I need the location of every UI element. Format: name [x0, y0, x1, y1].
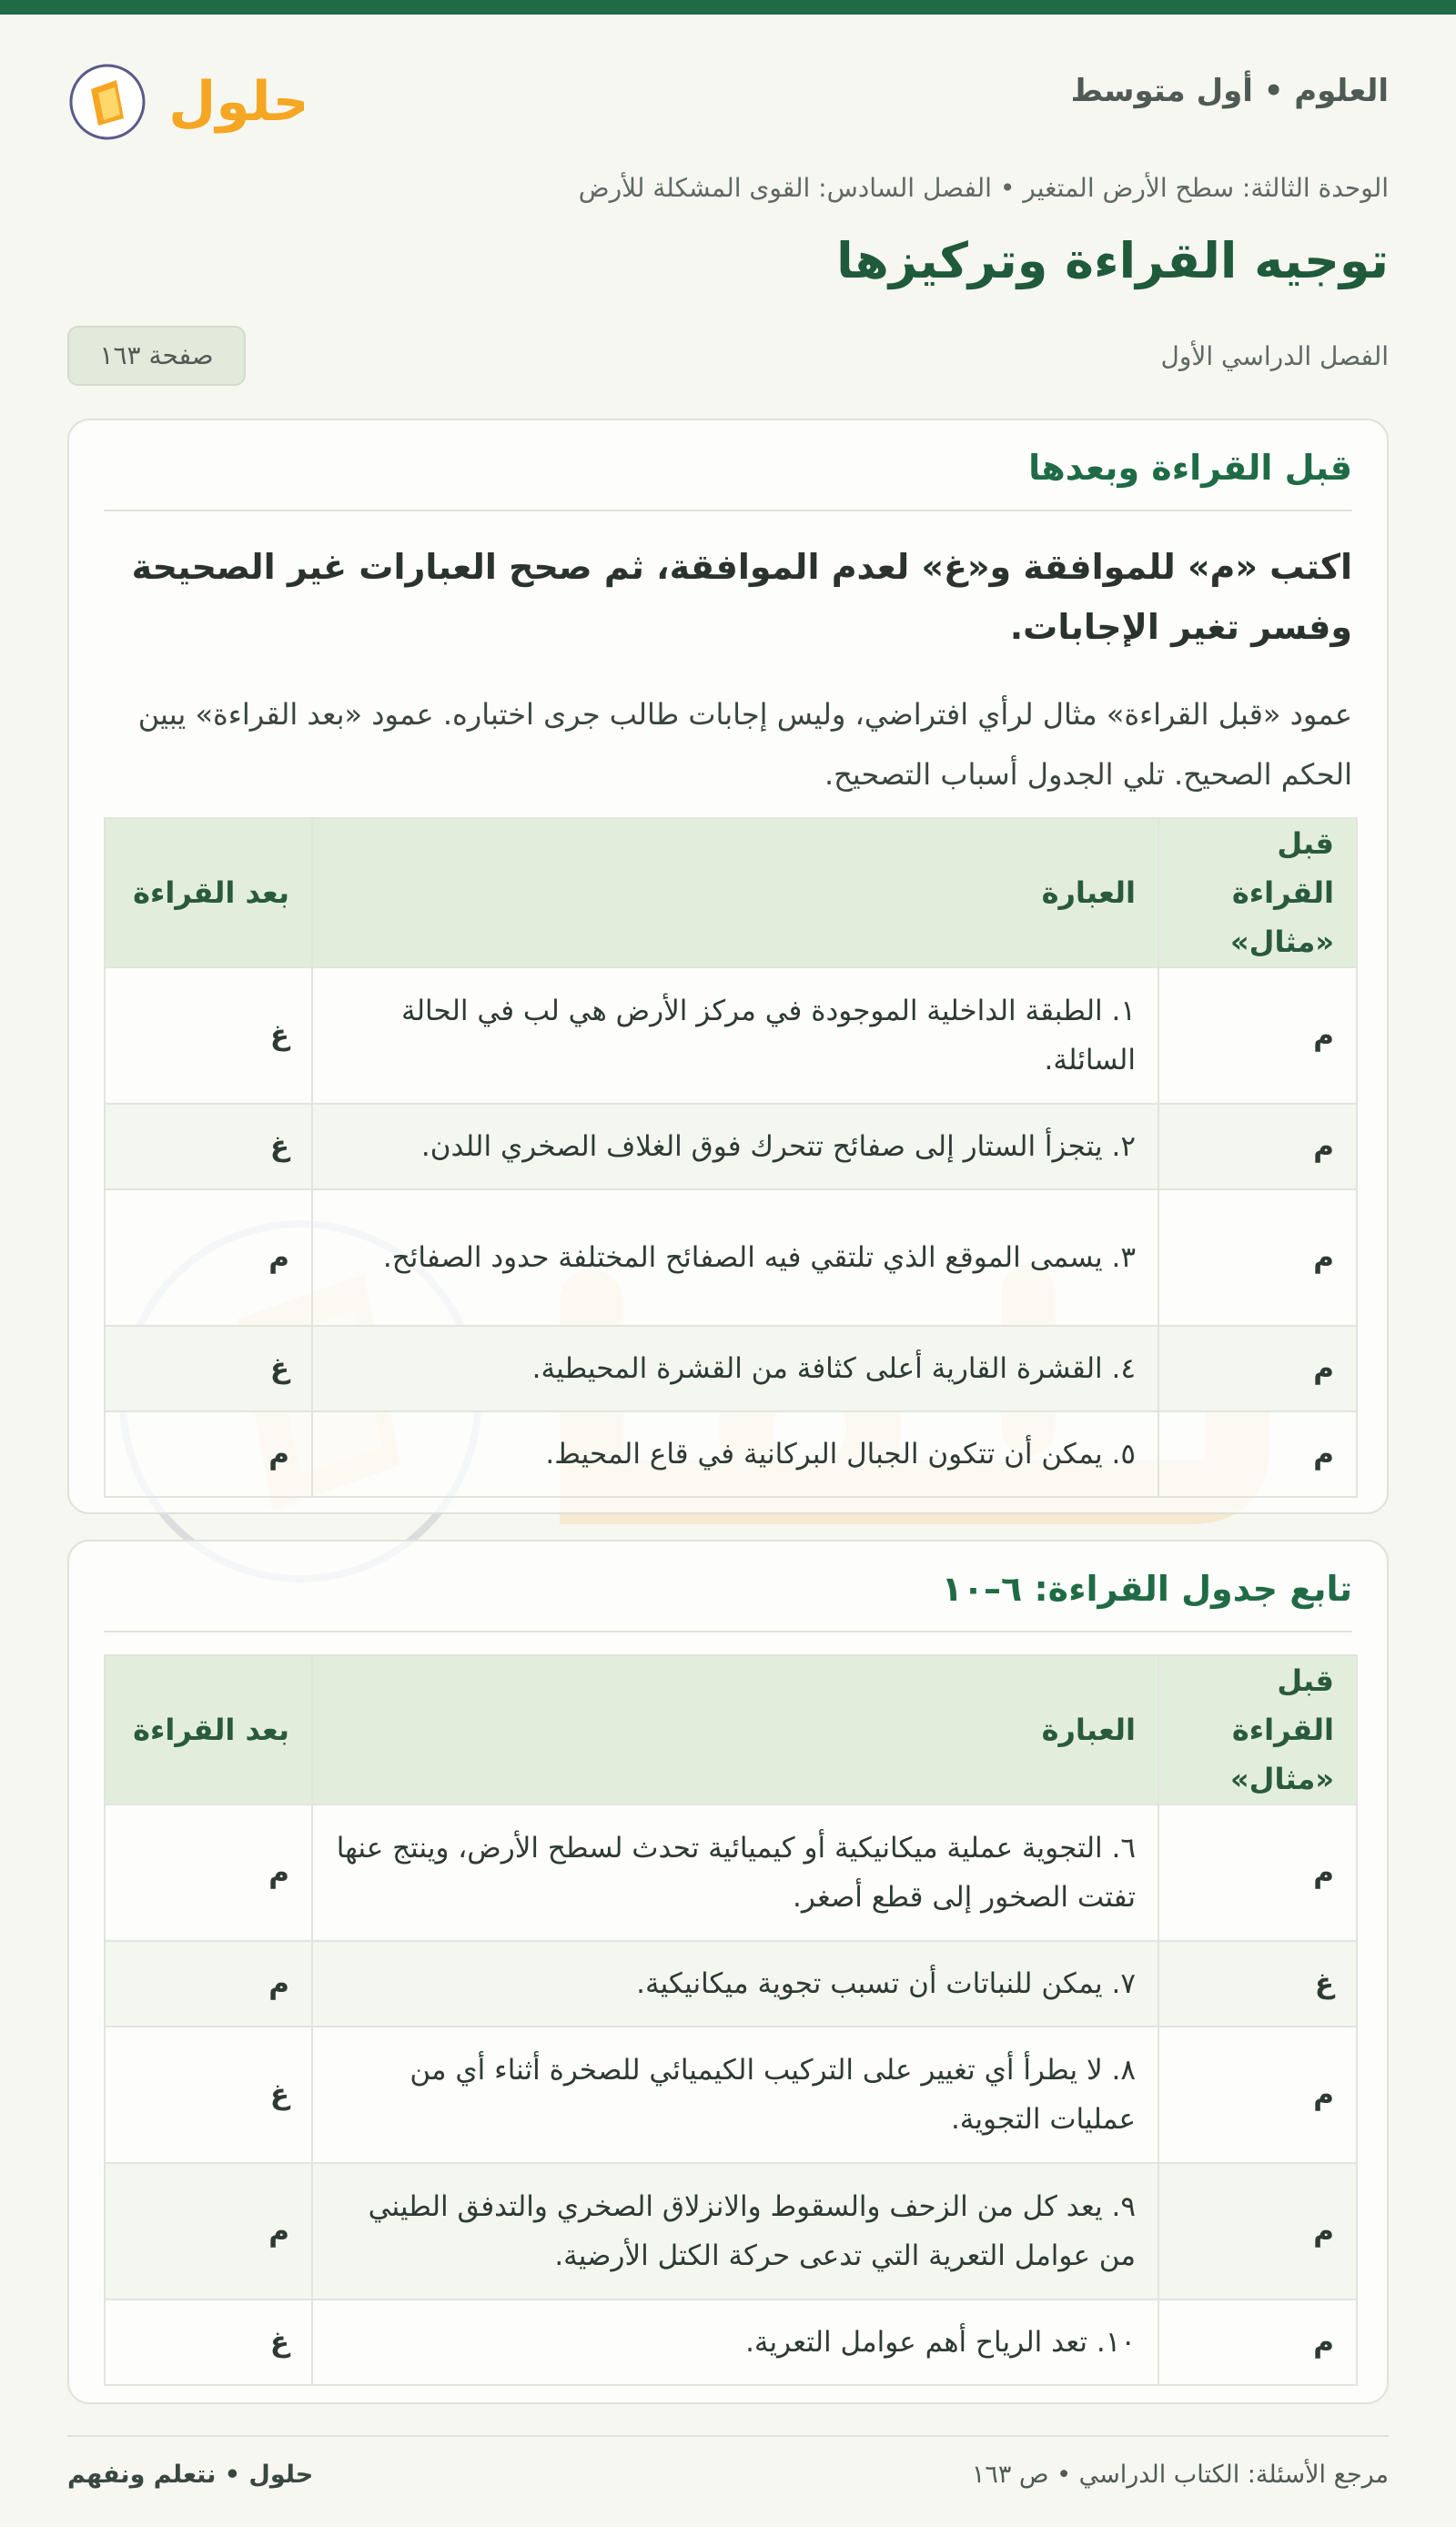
before-mark: م	[1158, 2300, 1357, 2385]
divider	[104, 510, 1352, 511]
before-mark: م	[1158, 1104, 1357, 1189]
before-after-reading-card	[67, 419, 1389, 1514]
after-mark: م	[105, 1941, 312, 2027]
page-title: توجيه القراءة وتركيزها	[836, 232, 1389, 289]
table-row	[105, 967, 1357, 1104]
before-mark: م	[1158, 1326, 1357, 1411]
hulul-logo[interactable]	[67, 45, 304, 155]
after-mark: غ	[105, 1326, 312, 1411]
subject-label: العلوم • أول متوسط	[1070, 73, 1389, 109]
column-header-statement: العبارة	[312, 818, 1158, 967]
statement-cell: ٦. التجوية عملية ميكانيكية أو كيميائية تحدث لسطح الأرض، وينتج عنها تفتت الصخور إلى قطع أصغر.	[312, 1804, 1158, 1941]
logo-text: حلول	[168, 70, 304, 134]
before-mark: م	[1158, 2163, 1357, 2300]
page-number-badge: صفحة ١٦٣	[67, 326, 246, 386]
table-row	[105, 2163, 1357, 2300]
unit-breadcrumb: الوحدة الثالثة: سطح الأرض المتغير • الفصل السادس: القوى المشكلة للأرض	[578, 173, 1389, 203]
reading-table-continued-card	[67, 1540, 1389, 2404]
reading-table-1	[104, 817, 1358, 1498]
before-mark: م	[1158, 1189, 1357, 1326]
column-header-after: بعد القراءة	[105, 818, 312, 967]
statement-cell: ٧. يمكن للنباتات أن تسبب تجوية ميكانيكية.	[312, 1941, 1158, 2027]
table-row	[105, 2027, 1357, 2163]
after-mark: م	[105, 1189, 312, 1326]
page-header	[67, 45, 1389, 155]
reading-table-2	[104, 1654, 1358, 2386]
table-row	[105, 1189, 1357, 1326]
statement-cell: ٥. يمكن أن تتكون الجبال البركانية في قاع المحيط.	[312, 1411, 1158, 1497]
section-title: قبل القراءة وبعدها	[1028, 448, 1352, 488]
table-row	[105, 1104, 1357, 1189]
instruction-text: اكتب «م» للموافقة و«غ» لعدم الموافقة، ثم صحح العبارات غير الصحيحة وفسر تغير الإجابات.	[131, 547, 1352, 647]
divider	[104, 1631, 1352, 1632]
after-mark: م	[105, 2163, 312, 2300]
logo-icon	[67, 45, 304, 155]
after-mark: غ	[105, 2300, 312, 2385]
semester-label: الفصل الدراسي الأول	[1160, 341, 1389, 371]
statement-cell: ٢. يتجزأ الستار إلى صفائح تتحرك فوق الغلاف الصخري اللدن.	[312, 1104, 1158, 1189]
column-header-before: قبل القراءة «مثال»	[1158, 1655, 1357, 1804]
note-text: عمود «قبل القراءة» مثال لرأي افتراضي، وليس إجابات طالب جرى اختباره. عمود «بعد القراءة» يبين الحكم الصحيح. تلي الجدول أسباب التصحيح.	[137, 697, 1352, 792]
table-row	[105, 1804, 1357, 1941]
table-row	[105, 1326, 1357, 1411]
after-mark: غ	[105, 967, 312, 1104]
footer-divider	[67, 2435, 1389, 2437]
column-header-before: قبل القراءة «مثال»	[1158, 818, 1357, 967]
statement-cell: ٤. القشرة القارية أعلى كثافة من القشرة المحيطية.	[312, 1326, 1158, 1411]
statement-cell: ١. الطبقة الداخلية الموجودة في مركز الأرض هي لب في الحالة السائلة.	[312, 967, 1158, 1104]
before-mark: م	[1158, 2027, 1357, 2163]
column-header-statement: العبارة	[312, 1655, 1158, 1804]
section-title: تابع جدول القراءة: ٦–١٠	[941, 1569, 1352, 1609]
before-mark: غ	[1158, 1941, 1357, 2027]
before-mark: م	[1158, 967, 1357, 1104]
footer-reference: مرجع الأسئلة: الكتاب الدراسي • ص ١٦٣	[971, 2461, 1389, 2489]
statement-cell: ١٠. تعد الرياح أهم عوامل التعرية.	[312, 2300, 1158, 2385]
footer-brand: حلول • نتعلم ونفهم	[67, 2461, 314, 2489]
after-mark: م	[105, 1804, 312, 1941]
statement-cell: ٩. يعد كل من الزحف والسقوط والانزلاق الصخري والتدفق الطيني من عوامل التعرية التي تدعى حركة الكتل الأرضية.	[312, 2163, 1158, 2300]
after-mark: غ	[105, 1104, 312, 1189]
statement-cell: ٣. يسمى الموقع الذي تلتقي فيه الصفائح المختلفة حدود الصفائح.	[312, 1189, 1158, 1326]
top-accent-bar	[0, 0, 1456, 15]
column-header-after: بعد القراءة	[105, 1655, 312, 1804]
table-row	[105, 1941, 1357, 2027]
before-mark: م	[1158, 1411, 1357, 1497]
statement-cell: ٨. لا يطرأ أي تغيير على التركيب الكيميائي للصخرة أثناء أي من عمليات التجوية.	[312, 2027, 1158, 2163]
after-mark: غ	[105, 2027, 312, 2163]
table-row	[105, 2300, 1357, 2385]
table-row	[105, 1411, 1357, 1497]
before-mark: م	[1158, 1804, 1357, 1941]
after-mark: م	[105, 1411, 312, 1497]
